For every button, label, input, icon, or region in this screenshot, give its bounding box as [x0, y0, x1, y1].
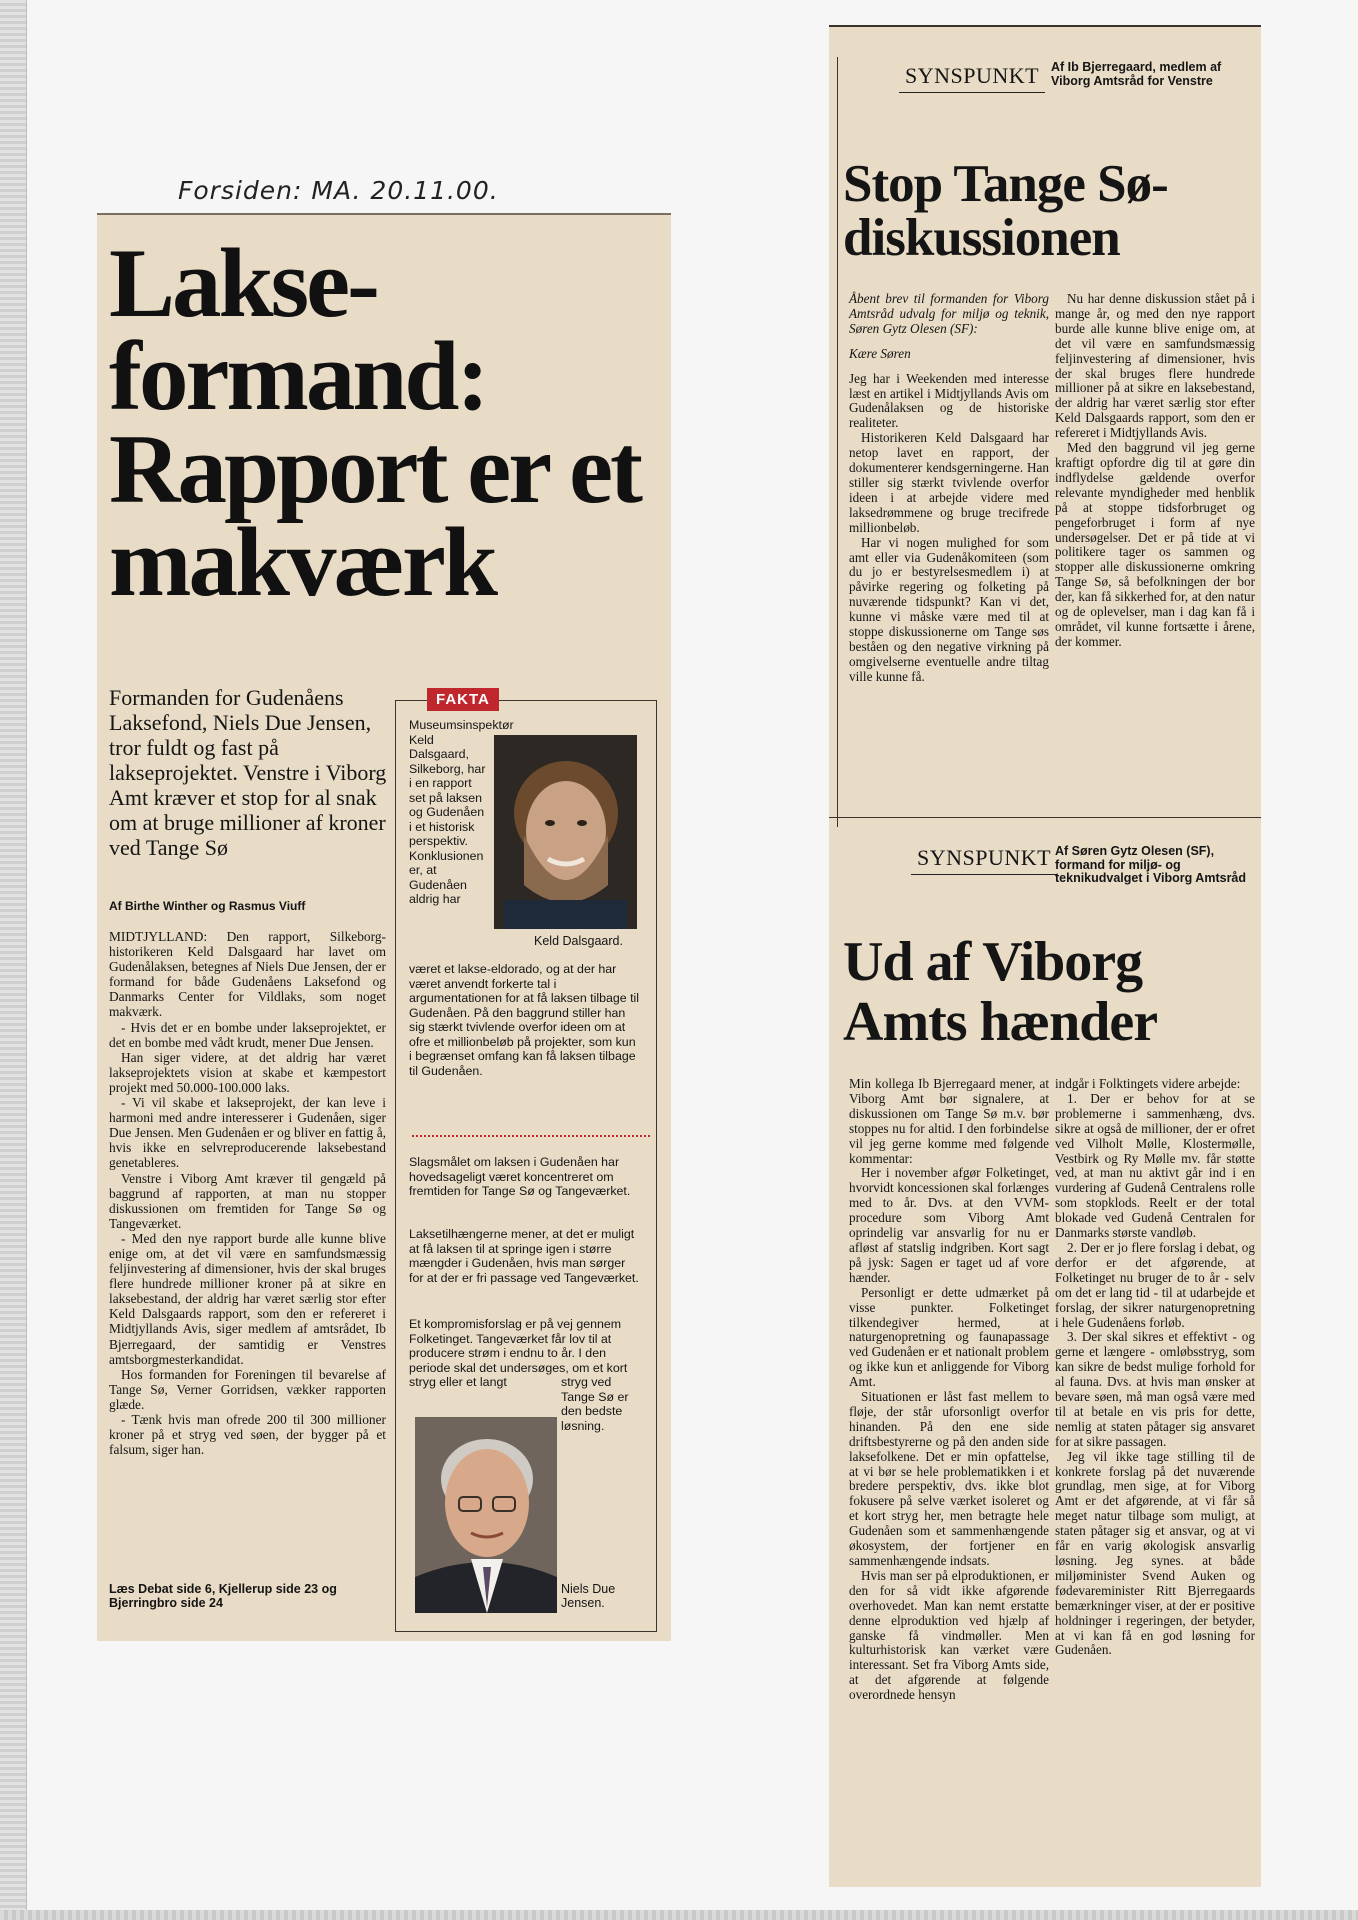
right-clipping	[829, 25, 1261, 1887]
fakta-paragraph: Slagsmålet om laksen i Gudenåen har hovedsageligt været koncentreret om fremtiden for Tange Sø og Tangeværket.	[409, 1155, 631, 1198]
right-bottom-column-1	[849, 1077, 1049, 1703]
photo-keld-dalsgaard	[494, 735, 637, 929]
right-top-paragraph: Nu har denne diskussion stået på i mange år, og med den nye rapport burde alle kunne blive enige om, at det vil være en samfundsmæssig feljinvestering af dimensioner, hvis der skal bruges flere hundrede millioner på at sikre en laksebestand, der aldrig har været særlig stor efter Keld Dalsgaards rapport, som den er refereret i Midtjyllands Avis.	[1055, 291, 1255, 441]
right-bottom-paragraph: 3. Der skal sikres et effektivt - og gerne et længere - omløbsstryg, som kan sikre de bedst mulige forhold for al fauna. Dvs. at hvis man ønsker at bevare søen, må man også være med til at betale en vis pris for dette, nemlig at staten påtager sig ansvaret for at sikre passagen.	[1055, 1329, 1255, 1449]
left-headline: Lakse-formand: Rapport er et makværk	[109, 229, 641, 617]
right-bottom-paragraph: 2. Der er jo flere forslag i debat, og derfor er det afgørende, at Folketinget nu bruger de to år - selv om det er lang tid - til at udarbejde et forslag, der sikrer naturgenopretning i hele Gudenåens forløb.	[1055, 1239, 1255, 1330]
left-body-paragraph: Hos formanden for Foreningen til bevarelse af Tange Sø, Verner Gorridsen, vækker rapporten glæde.	[109, 1366, 386, 1412]
right-top-headline: Stop Tange Sø-diskussionen	[843, 155, 1168, 267]
sheet-bottom-edge	[0, 1910, 1358, 1920]
right-bottom-paragraph: 1. Der er behov for at se problemerne i sammenhæng, dvs. sikre at også de millioner, der er ofret ved Vilholt Mølle, Klostermølle, Vestbirk og Ry Mølle mv. får støtte ved, at man nu aktivt går ind i en vurdering af Gudenå Centralens rolle som stopklods. Reelt er der total blokade ved Gudenå Centralen for Danmarks største vandløb.	[1055, 1090, 1255, 1241]
letter-salutation: Kære Søren	[849, 345, 911, 361]
left-body-paragraph: Venstre i Viborg Amt kræver til gengæld på baggrund af rapporten, at man nu stopper diskussionen om fremtiden for Tange Sø og Tangeværket.	[109, 1170, 386, 1231]
right-bottom-paragraph: Jeg vil ikke tage stilling til de konkrete forslag på det nuværende grundlag, men sige, at for Viborg Amt er det afgørende, at vi får så meget natur tilbage som muligt, at staten påtager sig et ansvar, og at vi får en varig økologisk ansvarlig løsning. Jeg synes. at både miljøminister Svend Auken og fødevareminister Ritt Bjerregaards bemærkninger viser, at der er positive holdninger i regeringen, der betyder, at vi kan få en god løsning for Gudenåen.	[1055, 1448, 1255, 1658]
right-bottom-headline: Ud af Viborg Amts hænder	[843, 931, 1158, 1053]
photo-caption-niels: Niels Due Jensen.	[561, 1582, 616, 1610]
section-label-synspunkt: SYNSPUNKT	[911, 845, 1057, 875]
fakta-intro-narrow: Museumsinspektør Keld Dalsgaard, Silkeborg, har i en rapport set på laksen og Gudenåen i et historisk perspektiv. Konklusionen er, at Gudenåen aldrig har	[409, 718, 514, 906]
right-bottom-paragraph: Min kollega Ib Bjerregaard mener, at Viborg Amt bør signalere, at diskussionen om Tange Sø m.v. bør stoppes nu for altid. I den forbindelse vil jeg gerne komme med følgende kommentar:	[849, 1076, 1049, 1166]
fakta-paragraph: Et kompromisforslag er på vej gennem Folketinget. Tangeværket får lov til at producere strøm i endnu to år. I den periode skal det undersøges, om et kort stryg eller et langt	[409, 1317, 628, 1389]
left-clipping	[97, 213, 671, 1641]
left-body	[109, 929, 386, 1457]
right-bottom-paragraph: Personligt er dette udmærket på visse punkter. Folketinget tilkendegiver hermed, at naturgenopretning og faunapassage ved Gudenåen er et nationalt problem og ikke kun et anliggende for Viborg Amt.	[849, 1284, 1049, 1390]
right-top-paragraph: Jeg har i Weekenden med interesse læst en artikel i Midtjyllands Avis om Gudenålaksen og de historiske realiteter.	[849, 370, 1049, 431]
handwritten-note: Forsiden: MA. 20.11.00.	[178, 176, 499, 205]
photo-niels-due-jensen	[415, 1417, 557, 1613]
left-body-paragraph: - Hvis det er en bombe under lakseprojektet, er det en bombe med vådt krudt, mener Due Jensen.	[109, 1019, 386, 1050]
right-top-author: Af Ib Bjerregaard, medlem af Viborg Amtsråd for Venstre	[1051, 60, 1222, 88]
open-letter-intro: Åbent brev til formanden for Viborg Amtsråd udvalg for miljø og teknik, Søren Gytz Olesen (SF):	[849, 291, 1049, 336]
right-top-paragraph: Med den baggrund vil jeg gerne kraftigt opfordre dig til at gøre din indflydelse gældende overfor relevante myndigheder med henblik på at stoppe tidsforbruget og pengeforbruget i form af nye undersøgelser. Det er på tide at vi politikere tager os sammen og stopper alle diskussionerne omkring Tange Sø, så befolkningen der bor der, kan få sikkerhed for, at den natur og de oplevelser, man i dag kan få i området, vil kunne fortsætte i årene, der kommer.	[1055, 440, 1255, 649]
right-top-paragraph: Har vi nogen mulighed for som amt eller via Gudenåkomiteen (som du jo er bestyrelsesmedlem i) at påvirke regering og folketing på nuværende tidspunkt? Kan vi det, kunne vi måske være med til at stoppe diskussionerne om Tange søs beståen og den negative virkning på omgivelserne eventuelle andre tiltag ville kunne få.	[849, 534, 1049, 684]
right-top-column-2	[1055, 292, 1255, 650]
see-also-note: Læs Debat side 6, Kjellerup side 23 og Bjerringbro side 24	[109, 1582, 337, 1610]
fakta-badge: FAKTA	[427, 688, 499, 711]
right-bottom-paragraph: indgår i Folktingets videre arbejde:	[1055, 1076, 1241, 1091]
photo-caption-keld: Keld Dalsgaard.	[534, 934, 623, 948]
right-bottom-column-2	[1055, 1077, 1255, 1658]
right-bottom-author: Af Søren Gytz Olesen (SF), formand for miljø- og teknikudvalget i Viborg Amtsråd	[1055, 844, 1247, 885]
left-body-paragraph: - Tænk hvis man ofrede 200 til 300 millioner kroner på et stryg ved søen, der bygger på et falsum, siger han.	[109, 1412, 386, 1458]
portrait-keld-dalsgaard	[494, 735, 637, 929]
binder-holes	[0, 0, 27, 1920]
fakta-intro-wide: været et lakse-eldorado, og at der har været anvendt forkerte tal i argumentationen for at få laksen tilbage til Gudenåen. På den baggrund stiller han sig stærkt tvivlende overfor ideen om at ofre et millionbeløb på projekter, som kun i begrænset omfang kan få laksen tilbage til Gudenåen.	[409, 962, 640, 1078]
section-label-synspunkt: SYNSPUNKT	[899, 63, 1045, 93]
left-body-paragraph: - Vi vil skabe et lakseprojekt, der kan leve i harmoni med andre interesserer i Gudenåen, siger Due Jensen. Men Gudenåen er og bliver en fattig å, hvis ikke en selvreproducerende laksebestand genetableres.	[109, 1095, 386, 1171]
left-body-paragraph: - Med den nye rapport burde alle kunne blive enige om, at det vil være en samfundsmæssig feljinvestering af dimensioner, hvis der skal bruges flere hundrede millioner kroner på at sikre en laksebestand, der aldrig har været særlig stor efter Keld Dalsgaards rapport, som den er refereret i Midtjyllands Avis, siger medlem af amtsrådet, Ib Bjerregaard, der samtidig er Venstres amtsborgmesterkandidat.	[109, 1230, 386, 1367]
right-bottom-paragraph: Her i november afgør Folketinget, hvorvidt koncessionen skal forlænges med to år. Dvs. at den VVM-procedure som Viborg Amt oprindelig var ansvarlig for nu er afløst af statslig indgriben. Kort sagt på jysk: Sagen er taget ud af vore hænder.	[849, 1165, 1049, 1285]
portrait-niels-due-jensen	[415, 1417, 557, 1613]
article-divider	[829, 817, 1261, 818]
right-bottom-paragraph: Situationen er låst fast mellem to fløje, der står uforsonligt overfor hinanden. På den ene side driftsbestyrerne og på den anden side laksefolkene. Det er min opfattelse, at vi bør se hele problematikken i et bredere perspektiv, dvs. ikke blot fokusere på selve værket isoleret og et kort stryg her, men betragte hele Gudenåen som et sammenhængende økosystem, der fortjener en sammenhængende indsats.	[849, 1389, 1049, 1568]
fakta-divider	[412, 1135, 650, 1137]
left-lead: Formanden for Gudenåens Laksefond, Niels Due Jensen, tror fuldt og fast på lakseprojektet. Venstre i Viborg Amt kræver et stop for al snak om at bruge millioner af kroner ved Tange Sø	[109, 685, 387, 860]
right-bottom-paragraph: Hvis man ser på elproduktionen, er den for så vidt ikke afgørende overhovedet. Man kan nemt erstatte denne elproduktion ved hjælp af ganske få vindmøller. Men kulturhistorisk kan værket være interessant. Set fra Viborg Amts side, at det afgørende at følgende overordnede hensyn	[849, 1567, 1049, 1703]
right-top-column-1	[849, 292, 1049, 685]
fakta-paragraph-narrow: stryg ved Tange Sø er den bedste løsning.	[561, 1375, 629, 1433]
right-top-paragraph: Historikeren Keld Dalsgaard har netop lavet en rapport, der dokumenterer kendsgerningerne. Han stiller sig stærkt tvivlende overfor ideen i at arbejde videre med laksedrømmene og bruge trecifrede millionbeløb.	[849, 430, 1049, 535]
column-rule	[837, 57, 838, 827]
left-body-paragraph: MIDTJYLLAND: Den rapport, Silkeborg-historikeren Keld Dalsgaard har lavet om Gudenålaksen, betegnes af Niels Due Jensen, der er formand for både Gudenåens Laksefond og Danmarks Center for Vildlaks, som noget makværk.	[109, 929, 387, 1020]
left-body-paragraph: Han siger videre, at det aldrig har været lakseprojektets vision at skabe et kæmpestort projekt med 50.000-100.000 laks.	[109, 1049, 386, 1095]
left-byline: Af Birthe Winther og Rasmus Viuff	[109, 899, 306, 913]
fakta-paragraph: Laksetilhængerne mener, at det er muligt at få laksen til at springe igen i større mængder i Gudenåen, hvis man sørger for at der er fri passage ved Tangeværket.	[409, 1227, 639, 1285]
